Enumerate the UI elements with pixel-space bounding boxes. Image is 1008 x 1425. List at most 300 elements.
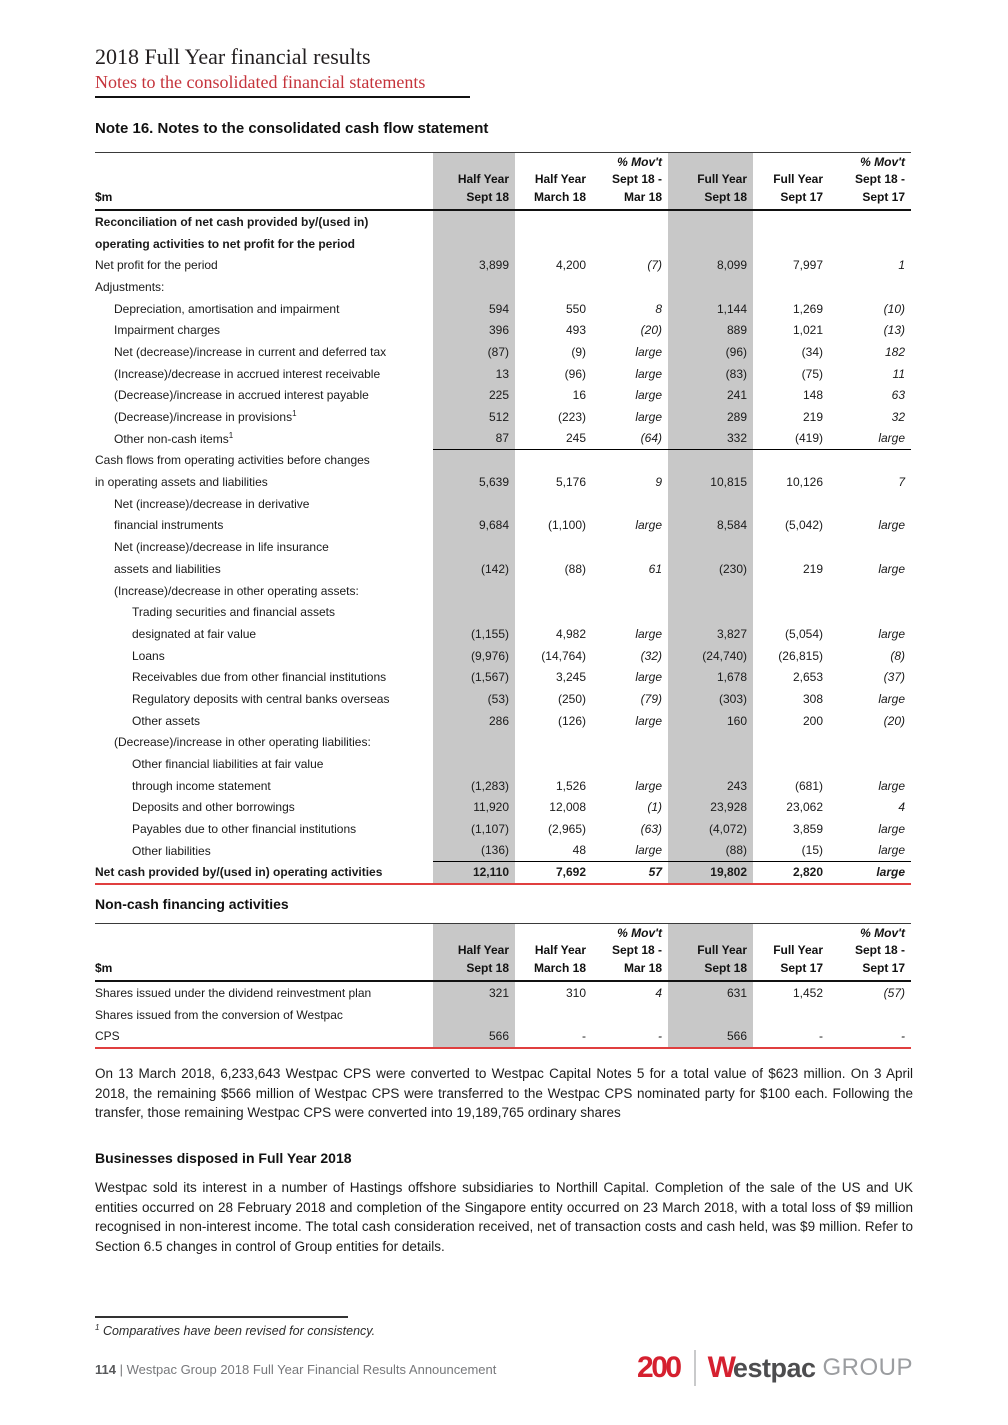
value-cell: large <box>878 518 905 533</box>
value-cell: 32 <box>891 410 905 425</box>
value-cell: 219 <box>802 410 823 425</box>
value-cell: (96) <box>564 366 586 381</box>
value-cell <box>668 450 753 472</box>
value-cell: (7) <box>647 258 662 273</box>
value-cell <box>433 211 515 233</box>
value-cell: (34) <box>801 344 823 359</box>
footer-text <box>95 1362 496 1377</box>
value-cell: 5,639 <box>433 471 515 493</box>
value-cell: 13 <box>433 363 515 385</box>
value-cell <box>433 450 515 472</box>
value-cell <box>829 1004 911 1026</box>
value-cell <box>515 601 592 623</box>
row-label: (Decrease)/increase in other operating liabilities: <box>114 735 371 750</box>
value-cell <box>433 601 515 623</box>
footnote-divider <box>95 1316 348 1318</box>
value-cell <box>433 580 515 602</box>
value-cell: 241 <box>668 385 753 407</box>
value-cell <box>753 753 829 775</box>
column-header: Half Year March 18 <box>533 943 586 975</box>
value-cell: (230) <box>668 558 753 580</box>
value-cell: 19,802 <box>668 862 753 884</box>
column-header-row-label: $m <box>95 189 113 204</box>
value-cell: 9 <box>655 475 662 490</box>
value-cell: large <box>635 410 662 425</box>
value-cell <box>515 450 592 472</box>
value-cell <box>433 753 515 775</box>
value-cell: (4,072) <box>668 818 753 840</box>
value-cell: 4 <box>898 800 905 815</box>
table-row <box>95 536 911 558</box>
value-cell: (20) <box>640 323 662 338</box>
value-cell <box>515 211 592 233</box>
value-cell <box>829 211 911 233</box>
value-cell: (88) <box>668 840 753 862</box>
disposals-paragraph: Westpac sold its interest in a number of Hastings offshore subsidiaries to Northill Capital. Completion of the sale of the US and UK entities occurred on 28 February 2018 and completion of the Singapore entity occurred on 23 March 2018, with a total loss of $9 million recognised in non-interest income. The total cash consideration received, net of transaction costs and cash held, was $9 million. Refer to Section 6.5 changes in control of Group entities for details. <box>95 1180 913 1254</box>
value-cell <box>753 580 829 602</box>
value-cell: 148 <box>802 388 823 403</box>
value-cell <box>592 601 668 623</box>
value-cell: 57 <box>648 865 662 880</box>
value-cell: (37) <box>883 670 905 685</box>
value-cell: (1,155) <box>433 623 515 645</box>
value-cell: large <box>878 561 905 576</box>
column-header: % Mov't Sept 18 - Sept 17 <box>854 925 905 975</box>
table-row <box>95 666 911 688</box>
value-cell <box>753 211 829 233</box>
table-row <box>95 601 911 623</box>
value-cell <box>668 580 753 602</box>
value-cell <box>829 536 911 558</box>
value-cell: 3,859 <box>792 822 823 837</box>
value-cell: - <box>819 1029 823 1044</box>
value-cell: large <box>878 691 905 706</box>
footnote-text: Comparatives have been revised for consistency. <box>102 1324 376 1338</box>
value-cell: 225 <box>433 385 515 407</box>
value-cell: 3,899 <box>433 254 515 276</box>
value-cell: 4,982 <box>555 626 586 641</box>
column-header: % Mov't Sept 18 - Mar 18 <box>611 925 662 975</box>
value-cell: large <box>829 428 911 450</box>
value-cell: (8) <box>890 648 905 663</box>
row-label: Impairment charges <box>114 323 221 338</box>
table-row <box>95 645 911 667</box>
value-cell: 5,176 <box>555 475 586 490</box>
value-cell: (83) <box>668 363 753 385</box>
table-row <box>95 233 911 255</box>
value-cell: large <box>635 670 662 685</box>
value-cell: 566 <box>668 1025 753 1047</box>
value-cell: large <box>635 388 662 403</box>
value-cell: - <box>658 1029 662 1044</box>
row-label: Net (decrease)/increase in current and deferred tax <box>114 344 387 359</box>
value-cell: 61 <box>648 561 662 576</box>
value-cell <box>433 536 515 558</box>
value-cell: large <box>592 840 668 862</box>
value-cell: large <box>635 626 662 641</box>
value-cell: (250) <box>557 691 586 706</box>
value-cell: 594 <box>433 298 515 320</box>
value-cell <box>592 276 668 298</box>
row-label: assets and liabilities <box>114 561 221 576</box>
column-header: Half Year Sept 18 <box>433 924 515 980</box>
table-row <box>95 580 911 602</box>
row-label: designated at fair value <box>132 626 257 641</box>
value-cell <box>753 601 829 623</box>
table-row <box>95 341 911 363</box>
value-cell <box>829 450 911 472</box>
value-cell: large <box>635 713 662 728</box>
value-cell <box>592 753 668 775</box>
westpac-wordmark: estpac <box>732 1352 816 1383</box>
value-cell: (5,054) <box>784 626 823 641</box>
value-cell <box>829 732 911 754</box>
value-cell: 8,584 <box>668 515 753 537</box>
value-cell: (2,965) <box>547 822 586 837</box>
table-row <box>95 471 911 493</box>
value-cell: 63 <box>891 388 905 403</box>
value-cell: 7,997 <box>792 258 823 273</box>
value-cell: 289 <box>668 406 753 428</box>
column-header: Full Year Sept 18 <box>668 153 753 209</box>
table-row <box>95 406 911 428</box>
value-cell: 8 <box>655 301 662 316</box>
value-cell: 493 <box>565 323 586 338</box>
table-row <box>95 450 911 472</box>
value-cell <box>753 732 829 754</box>
value-cell: (88) <box>564 561 586 576</box>
value-cell <box>592 233 668 255</box>
table-row <box>95 1004 911 1026</box>
value-cell <box>592 536 668 558</box>
cash-flow-reconciliation-table <box>95 152 911 885</box>
value-cell <box>829 601 911 623</box>
value-cell <box>592 732 668 754</box>
value-cell <box>668 276 753 298</box>
value-cell: (32) <box>640 648 662 663</box>
value-cell: 1,452 <box>792 985 823 1000</box>
column-header-row-label: $m <box>95 960 113 975</box>
table-row <box>95 753 911 775</box>
value-cell: 631 <box>668 982 753 1004</box>
value-cell: 3,245 <box>555 670 586 685</box>
row-label: Other financial liabilities at fair value <box>132 757 324 772</box>
value-cell <box>433 732 515 754</box>
value-cell: (9,976) <box>433 645 515 667</box>
row-label: Cash flows from operating activities before changes <box>95 453 370 468</box>
value-cell: (26,815) <box>778 648 823 663</box>
value-cell <box>829 233 911 255</box>
value-cell <box>515 753 592 775</box>
row-label: Shares issued from the conversion of Westpac <box>95 1007 343 1022</box>
value-cell: 1 <box>898 258 905 273</box>
value-cell: (1,283) <box>433 775 515 797</box>
document-subtitle: Notes to the consolidated financial statements <box>95 72 470 98</box>
disposals-heading: Businesses disposed in Full Year 2018 <box>95 1150 352 1166</box>
value-cell: (419) <box>753 428 829 450</box>
value-cell <box>592 580 668 602</box>
value-cell: (53) <box>433 688 515 710</box>
table-header-row <box>95 153 911 211</box>
value-cell <box>592 493 668 515</box>
value-cell: 1,144 <box>668 298 753 320</box>
value-cell: (303) <box>668 688 753 710</box>
value-cell: 200 <box>802 713 823 728</box>
value-cell <box>668 536 753 558</box>
value-cell <box>668 1004 753 1026</box>
value-cell: large <box>878 626 905 641</box>
value-cell: (9) <box>571 344 586 359</box>
value-cell <box>829 753 911 775</box>
noncash-heading: Non-cash financing activities <box>95 896 289 912</box>
value-cell: (87) <box>433 341 515 363</box>
value-cell: (24,740) <box>668 645 753 667</box>
value-cell: 7,692 <box>555 865 586 880</box>
footer-label: Westpac Group 2018 Full Year Financial Results Announcement <box>126 1362 497 1377</box>
row-label: Net cash provided by/(used in) operating activities <box>95 865 383 880</box>
bicentennial-200-logo: 200 <box>637 1351 680 1384</box>
value-cell <box>515 276 592 298</box>
value-cell: 10,815 <box>668 471 753 493</box>
row-label: operating activities to net profit for the period <box>95 236 356 251</box>
value-cell: large <box>635 518 662 533</box>
value-cell: 332 <box>668 428 753 450</box>
table-row <box>95 298 911 320</box>
table-row <box>95 428 911 450</box>
value-cell <box>433 1004 515 1026</box>
row-label: Other non-cash items$^1$ <box>114 430 234 446</box>
row-label: (Increase)/decrease in accrued interest receivable <box>114 366 381 381</box>
value-cell <box>433 276 515 298</box>
row-label: Net (increase)/decrease in derivative <box>114 496 310 511</box>
value-cell <box>668 211 753 233</box>
value-cell: 1,021 <box>792 323 823 338</box>
value-cell: 308 <box>802 691 823 706</box>
value-cell: 243 <box>668 775 753 797</box>
value-cell: 566 <box>433 1025 515 1047</box>
value-cell: 7 <box>898 475 905 490</box>
table-row <box>95 982 911 1004</box>
table-row <box>95 862 911 884</box>
table-row <box>95 515 911 537</box>
value-cell: (13) <box>883 323 905 338</box>
row-label: Net profit for the period <box>95 258 218 273</box>
value-cell: (63) <box>640 822 662 837</box>
value-cell: 11 <box>892 366 905 381</box>
value-cell <box>668 493 753 515</box>
table-row <box>95 363 911 385</box>
document-title: 2018 Full Year financial results <box>95 44 371 69</box>
row-label: (Decrease)/increase in accrued interest payable <box>114 388 369 403</box>
value-cell: large <box>876 865 905 880</box>
row-label: Deposits and other borrowings <box>132 800 295 815</box>
value-cell: 1,269 <box>792 301 823 316</box>
value-cell: 1,526 <box>555 778 586 793</box>
value-cell <box>668 233 753 255</box>
value-cell <box>668 601 753 623</box>
value-cell: large <box>829 840 911 862</box>
value-cell: 11,920 <box>433 797 515 819</box>
value-cell: 310 <box>565 985 586 1000</box>
value-cell: 219 <box>802 561 823 576</box>
row-label: (Increase)/decrease in other operating assets: <box>114 583 359 598</box>
value-cell <box>829 276 911 298</box>
value-cell: 10,126 <box>786 475 823 490</box>
westpac-group-logo <box>637 1348 913 1388</box>
value-cell <box>515 536 592 558</box>
value-cell: 16 <box>572 388 586 403</box>
value-cell <box>433 493 515 515</box>
table-row <box>95 558 911 580</box>
value-cell <box>753 233 829 255</box>
value-cell: (681) <box>794 778 823 793</box>
table-row <box>95 254 911 276</box>
value-cell: (14,764) <box>541 648 586 663</box>
value-cell <box>515 1004 592 1026</box>
noncash-financing-table <box>95 923 911 1049</box>
value-cell: 550 <box>565 301 586 316</box>
value-cell: (57) <box>883 985 905 1000</box>
value-cell: 1,678 <box>668 666 753 688</box>
value-cell: (79) <box>640 691 662 706</box>
value-cell: large <box>635 366 662 381</box>
row-label: Payables due to other financial institutions <box>132 822 357 837</box>
table-row <box>95 710 911 732</box>
value-cell: 8,099 <box>668 254 753 276</box>
westpac-w-icon: W <box>707 1351 735 1384</box>
note-heading: Note 16. Notes to the consolidated cash flow statement <box>95 120 489 137</box>
footnote-reference: 1 <box>292 409 297 419</box>
table-row <box>95 818 911 840</box>
row-label: Receivables due from other financial institutions <box>132 670 387 685</box>
row-label: CPS <box>95 1029 120 1044</box>
table-row <box>95 385 911 407</box>
row-label: Loans <box>132 648 165 663</box>
value-cell: 12,110 <box>433 862 515 884</box>
value-cell: large <box>878 778 905 793</box>
value-cell <box>753 276 829 298</box>
row-label: Reconciliation of net cash provided by/(used in) <box>95 214 369 229</box>
value-cell: 2,653 <box>792 670 823 685</box>
column-header: Half Year March 18 <box>533 172 586 204</box>
value-cell: (96) <box>668 341 753 363</box>
value-cell: (75) <box>801 366 823 381</box>
table-row <box>95 319 911 341</box>
row-label: Other liabilities <box>132 843 211 858</box>
value-cell: 9,684 <box>433 515 515 537</box>
footnote-marker: 1 <box>95 1322 100 1332</box>
value-cell: 321 <box>433 982 515 1004</box>
value-cell: 23,062 <box>786 800 823 815</box>
table-row <box>95 623 911 645</box>
value-cell: 160 <box>668 710 753 732</box>
value-cell: large <box>635 344 662 359</box>
value-cell: (142) <box>433 558 515 580</box>
value-cell: (223) <box>557 410 586 425</box>
value-cell <box>433 233 515 255</box>
table-header-row <box>95 924 911 982</box>
group-wordmark: GROUP <box>822 1354 913 1381</box>
value-cell: 245 <box>515 428 592 450</box>
value-cell: (20) <box>883 713 905 728</box>
table-row <box>95 840 911 862</box>
value-cell: (5,042) <box>784 518 823 533</box>
value-cell: (15) <box>753 840 829 862</box>
table-row <box>95 775 911 797</box>
value-cell <box>753 493 829 515</box>
row-label: Adjustments: <box>95 279 165 294</box>
value-cell: 3,827 <box>668 623 753 645</box>
logo-divider <box>694 1350 696 1386</box>
value-cell <box>829 493 911 515</box>
page-number: 114 <box>95 1362 116 1377</box>
value-cell <box>753 1004 829 1026</box>
row-label: in operating assets and liabilities <box>95 475 268 490</box>
value-cell: (1,100) <box>547 518 586 533</box>
value-cell: (10) <box>883 301 905 316</box>
cps-paragraph: On 13 March 2018, 6,233,643 Westpac CPS were converted to Westpac Capital Notes 5 for a total value of $623 million. On 3 April 2018, the remaining $566 million of Westpac CPS were transferred to the Westpac CPS nominated party for $100 each. Following the transfer, those remaining Westpac CPS were converted into 19,189,765 ordinary shares <box>95 1066 913 1120</box>
table-row <box>95 732 911 754</box>
table-row <box>95 276 911 298</box>
table-row <box>95 797 911 819</box>
row-label: Net (increase)/decrease in life insurance <box>114 540 329 555</box>
value-cell <box>829 580 911 602</box>
value-cell: large <box>635 778 662 793</box>
value-cell: - <box>901 1029 905 1044</box>
row-label: Regulatory deposits with central banks overseas <box>132 691 390 706</box>
column-header: Half Year Sept 18 <box>433 153 515 209</box>
value-cell: (64) <box>592 428 668 450</box>
value-cell <box>753 536 829 558</box>
footnote <box>95 1324 375 1338</box>
value-cell: (126) <box>557 713 586 728</box>
value-cell <box>592 211 668 233</box>
value-cell <box>515 732 592 754</box>
column-header: Full Year Sept 17 <box>773 943 823 975</box>
value-cell <box>592 450 668 472</box>
value-cell: 4,200 <box>555 258 586 273</box>
value-cell: 87 <box>433 428 515 450</box>
footnote-reference: 1 <box>228 430 234 440</box>
value-cell: 4 <box>655 985 662 1000</box>
value-cell: 2,820 <box>792 865 823 880</box>
table-row <box>95 493 911 515</box>
value-cell: large <box>878 822 905 837</box>
row-label: Depreciation, amortisation and impairment <box>114 301 340 316</box>
value-cell <box>753 450 829 472</box>
value-cell: (1) <box>647 800 662 815</box>
column-header: Full Year Sept 17 <box>773 172 823 204</box>
row-label: through income statement <box>132 778 271 793</box>
value-cell <box>515 580 592 602</box>
row-label: Trading securities and financial assets <box>132 605 335 620</box>
value-cell: (1,107) <box>433 818 515 840</box>
value-cell: - <box>582 1029 586 1044</box>
value-cell: 889 <box>668 319 753 341</box>
row-label: financial instruments <box>114 518 224 533</box>
value-cell: 48 <box>515 840 592 862</box>
value-cell <box>668 732 753 754</box>
value-cell <box>515 493 592 515</box>
value-cell: (136) <box>433 840 515 862</box>
value-cell <box>515 233 592 255</box>
table-row <box>95 688 911 710</box>
value-cell: (1,567) <box>433 666 515 688</box>
table-row <box>95 1025 911 1047</box>
table-row <box>95 211 911 233</box>
value-cell <box>592 1004 668 1026</box>
value-cell: 396 <box>433 319 515 341</box>
